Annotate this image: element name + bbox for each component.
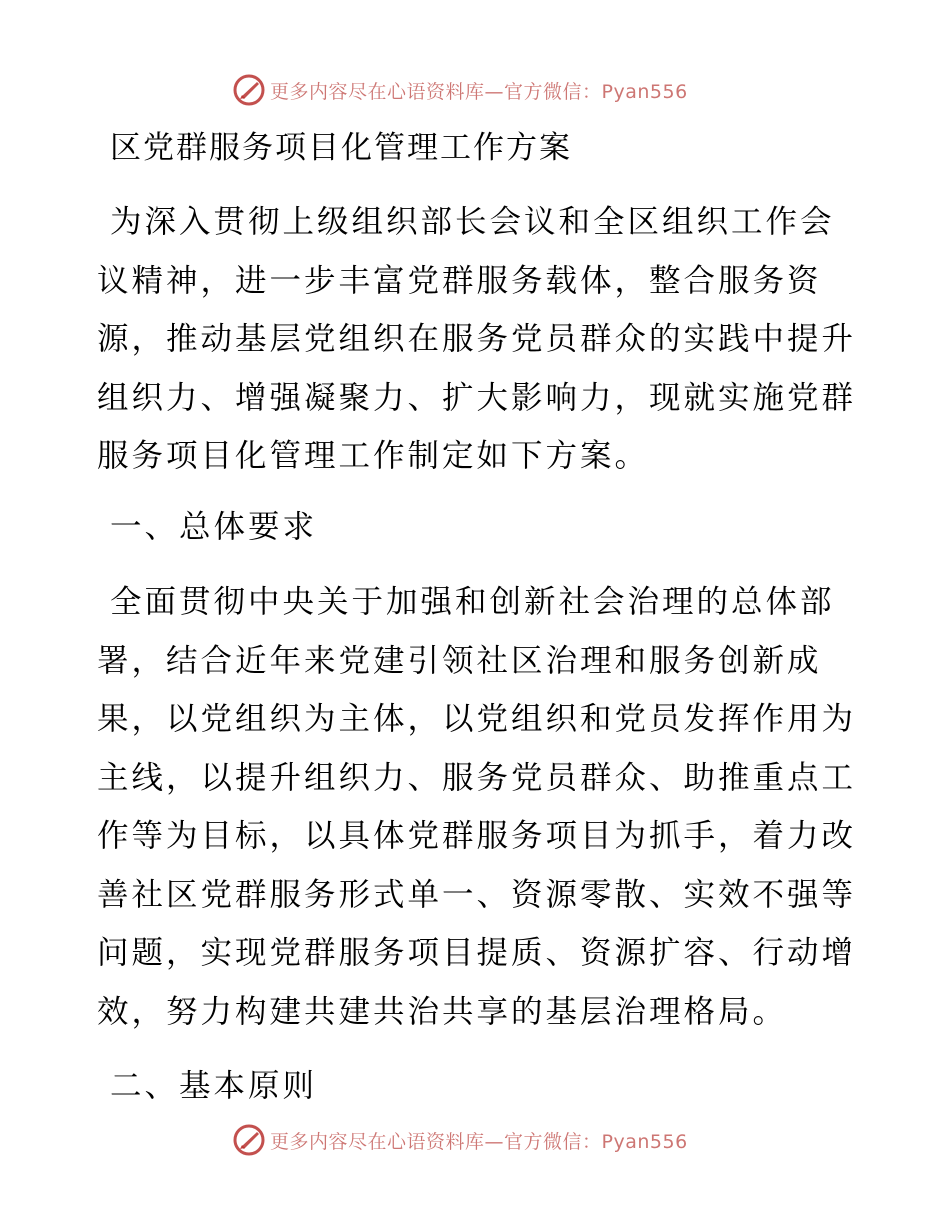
intro-paragraph: 为深入贯彻上级组织部长会议和全区组织工作会议精神，进一步丰富党群服务载体，整合服务资源，推动基层党组织在服务党员群众的实践中提升组织力、增强凝聚力、扩大影响力，现就实施党群服务项目化管理工作制定如下方案。 xyxy=(97,204,857,474)
document-title: 区党群服务项目化管理工作方案 xyxy=(110,130,572,166)
general-requirements-paragraph: 全面贯彻中央关于加强和创新社会治理的总体部署，结合近年来党建引领社区治理和服务创新成果，以党组织为主体，以党组织和党员发挥作用为主线，以提升组织力、服务党员群众、助推重点工作等为目标，以具体党群服务项目为抓手，着力改善社区党群服务形式单一、资源零散、实效不强等问题，实现党群服务项目提质、资源扩容、行动增效，努力构建共建共治共享的基层治理格局。 xyxy=(97,584,857,1030)
section-heading-basic-principles: 二、基本原则 xyxy=(110,1068,318,1104)
watermark-header xyxy=(232,72,688,108)
watermark-text: 更多内容尽在心语资料库—官方微信：Pyan556 xyxy=(270,80,688,103)
watermark-logo-icon xyxy=(232,1123,266,1157)
watermark-logo-icon xyxy=(232,73,266,107)
watermark-footer xyxy=(232,1122,688,1158)
watermark-text: 更多内容尽在心语资料库—官方微信：Pyan556 xyxy=(270,1130,688,1153)
section-heading-general-requirements: 一、总体要求 xyxy=(110,509,318,545)
